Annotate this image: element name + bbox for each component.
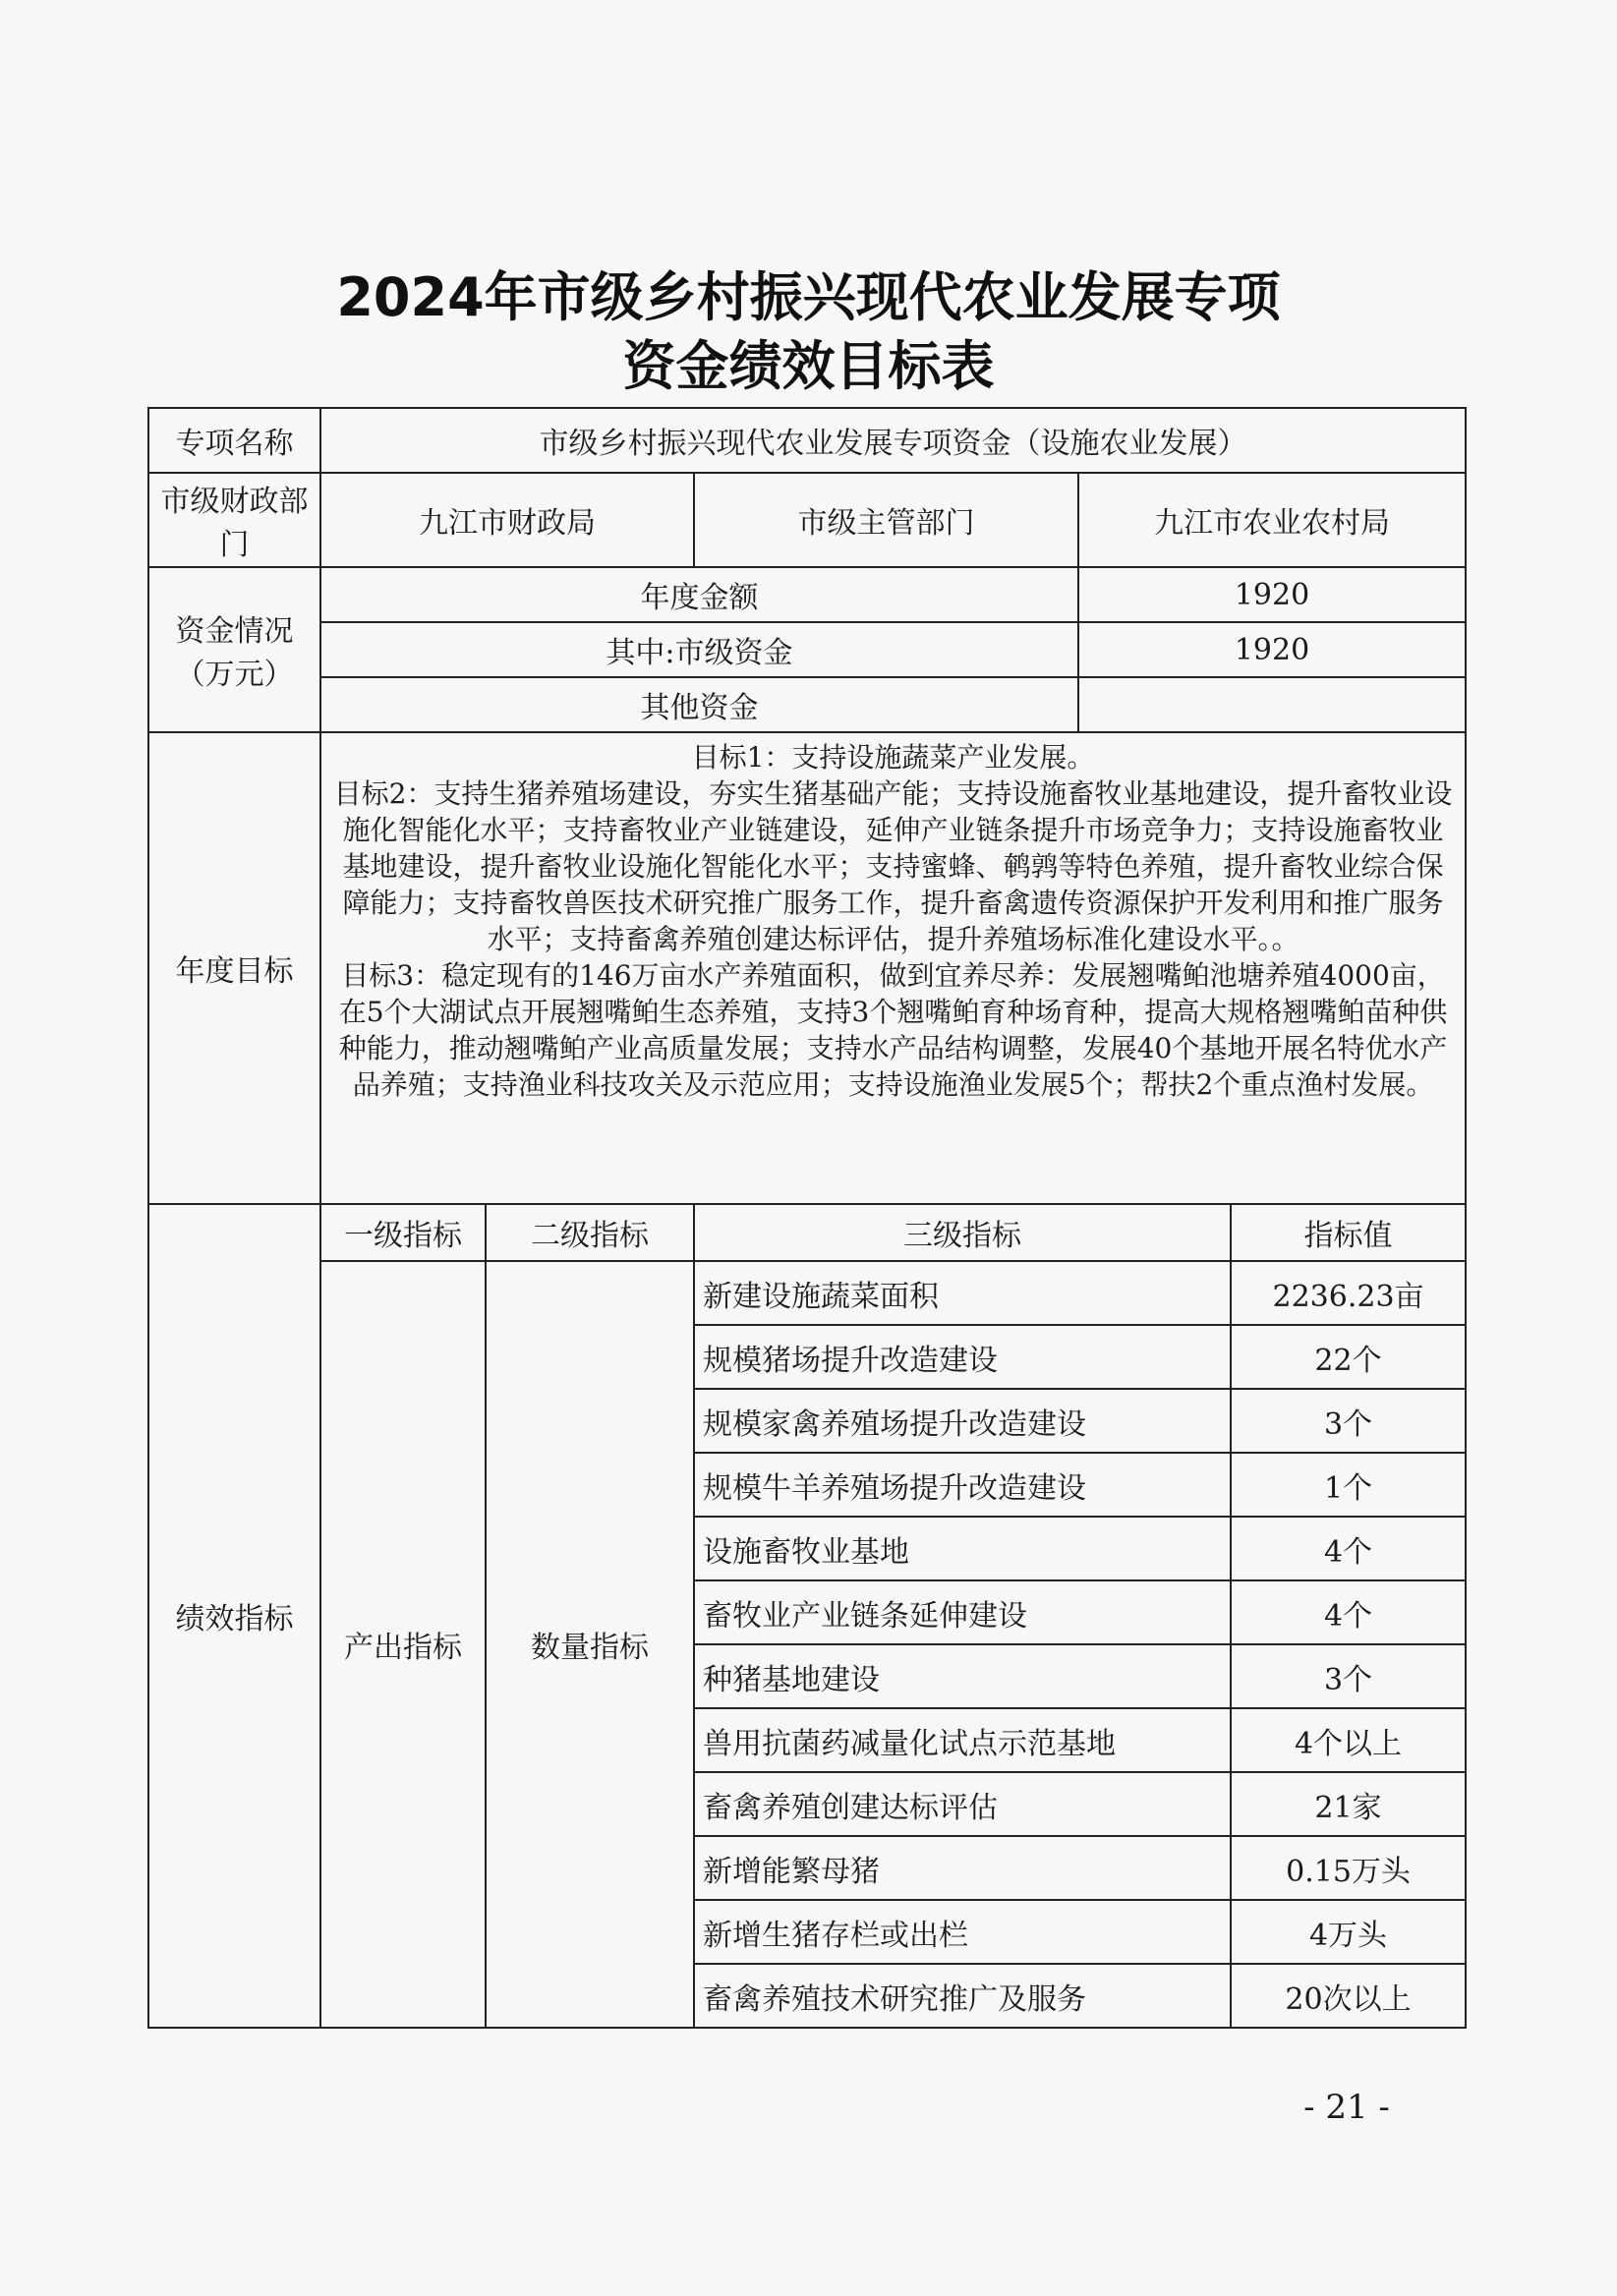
supervisor-value: 九江市农业农村局 xyxy=(1078,473,1466,567)
indicator-name: 畜牧业产业链条延伸建设 xyxy=(694,1580,1231,1644)
funds-row xyxy=(148,677,1466,732)
indicator-name: 畜禽养殖创建达标评估 xyxy=(694,1772,1231,1836)
project-name-row xyxy=(148,408,1466,473)
indicator-name: 规模家禽养殖场提升改造建设 xyxy=(694,1389,1231,1453)
indicator-name: 新建设施蔬菜面积 xyxy=(694,1261,1231,1325)
goal-2: 目标2：支持生猪养殖场建设，夯实生猪基础产能；支持设施畜牧业基地建设，提升畜牧业设施化智能化水平；支持畜牧业产业链建设，延伸产业链条提升市场竞争力；支持设施畜牧业基地建设，提升畜牧业设施化智能化水平；支持蜜蜂、鹌鹑等特色养殖，提升畜牧业综合保障能力；支持畜牧兽医技术研究推广服务工作，提升畜禽遗传资源保护开发利用和推广服务水平；支持畜禽养殖创建达标评估，提升养殖场标准化建设水平。。 xyxy=(333,777,1453,955)
indicator-value: 3个 xyxy=(1231,1644,1466,1708)
header-value: 指标值 xyxy=(1231,1204,1466,1261)
department-row xyxy=(148,473,1466,567)
supervisor-label: 市级主管部门 xyxy=(694,473,1078,567)
perf-label: 绩效指标 xyxy=(148,1204,320,2028)
level1-value: 产出指标 xyxy=(320,1261,486,2028)
indicator-value: 4个 xyxy=(1231,1517,1466,1580)
page-number: - 21 - xyxy=(1303,2088,1390,2127)
annual-goal-label: 年度目标 xyxy=(148,732,320,1204)
funds-row xyxy=(148,622,1466,677)
project-name-label: 专项名称 xyxy=(148,408,320,473)
page-title-line-2: 资金绩效目标表 xyxy=(622,335,995,397)
funds-label: 资金情况（万元） xyxy=(148,567,320,732)
indicator-name: 规模牛羊养殖场提升改造建设 xyxy=(694,1453,1231,1517)
indicator-value: 4万头 xyxy=(1231,1900,1466,1964)
header-level3: 三级指标 xyxy=(694,1204,1231,1261)
project-name-value: 市级乡村振兴现代农业发展专项资金（设施农业发展） xyxy=(320,408,1466,473)
funds-row-value xyxy=(1078,677,1466,732)
indicator-value: 4个以上 xyxy=(1231,1708,1466,1772)
goal-3: 目标3：稳定现有的146万亩水产养殖面积，做到宜养尽养：发展翘嘴鲌池塘养殖4000亩，在5个大湖试点开展翘嘴鲌生态养殖，支持3个翘嘴鲌育种场育种，提高大规格翘嘴鲌苗种供种能力，推动翘嘴鲌产业高质量发展；支持水产品结构调整，发展40个基地开展名特优水产品养殖；支持渔业科技攻关及示范应用；支持设施渔业发展5个；帮扶2个重点渔村发展。 xyxy=(338,959,1448,1101)
goal-1: 目标1：支持设施蔬菜产业发展。 xyxy=(691,741,1095,774)
indicator-value: 21家 xyxy=(1231,1772,1466,1836)
performance-target-table xyxy=(147,407,1467,2029)
annual-goal-row xyxy=(148,732,1466,1204)
indicator-value: 4个 xyxy=(1231,1580,1466,1644)
indicator-value: 0.15万头 xyxy=(1231,1836,1466,1900)
indicator-name: 畜禽养殖技术研究推广及服务 xyxy=(694,1964,1231,2028)
finance-dept-value: 九江市财政局 xyxy=(320,473,694,567)
header-level1: 一级指标 xyxy=(320,1204,486,1261)
funds-row xyxy=(148,567,1466,622)
funds-row-label: 其他资金 xyxy=(320,677,1078,732)
indicator-value: 20次以上 xyxy=(1231,1964,1466,2028)
indicator-value: 3个 xyxy=(1231,1389,1466,1453)
funds-row-label: 年度金额 xyxy=(320,567,1078,622)
level2-value: 数量指标 xyxy=(486,1261,694,2028)
indicator-name: 设施畜牧业基地 xyxy=(694,1517,1231,1580)
indicator-value: 22个 xyxy=(1231,1325,1466,1389)
indicator-row xyxy=(148,1261,1466,1325)
funds-row-label: 其中:市级资金 xyxy=(320,622,1078,677)
annual-goal-text xyxy=(320,732,1466,1204)
indicator-name: 兽用抗菌药减量化试点示范基地 xyxy=(694,1708,1231,1772)
indicator-name: 新增能繁母猪 xyxy=(694,1836,1231,1900)
indicator-name: 种猪基地建设 xyxy=(694,1644,1231,1708)
finance-dept-label: 市级财政部门 xyxy=(148,473,320,567)
indicator-header-row xyxy=(148,1204,1466,1261)
indicator-value: 2236.23亩 xyxy=(1231,1261,1466,1325)
page-title-line-1: 2024年市级乡村振兴现代农业发展专项 xyxy=(336,266,1281,328)
indicator-name: 新增生猪存栏或出栏 xyxy=(694,1900,1231,1964)
header-level2: 二级指标 xyxy=(486,1204,694,1261)
indicator-name: 规模猪场提升改造建设 xyxy=(694,1325,1231,1389)
indicator-value: 1个 xyxy=(1231,1453,1466,1517)
funds-row-value: 1920 xyxy=(1078,622,1466,677)
funds-row-value: 1920 xyxy=(1078,567,1466,622)
